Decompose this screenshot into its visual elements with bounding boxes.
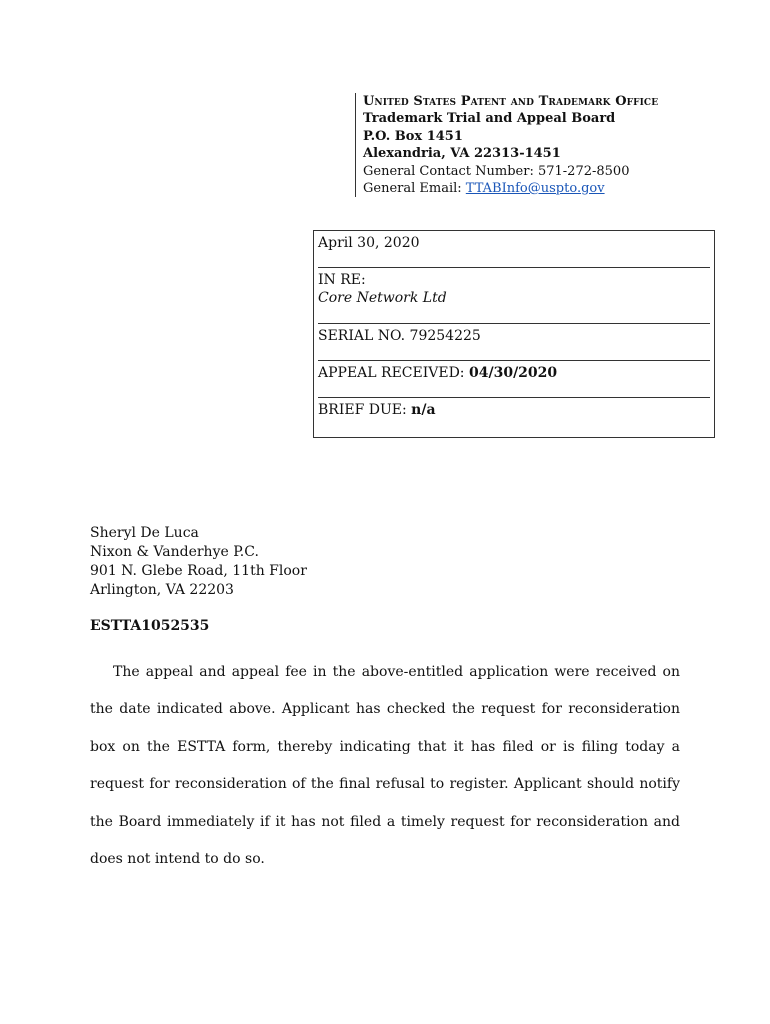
- in-re-label: IN RE:: [318, 272, 366, 288]
- letterhead: [355, 93, 658, 197]
- recipient-name: Sheryl De Luca: [90, 525, 199, 541]
- appeal-received-date: 04/30/2020: [468, 365, 558, 381]
- divider: [318, 397, 710, 398]
- board-name: Trademark Trial and Appeal Board: [363, 111, 616, 127]
- recipient-street: 901 N. Glebe Road, 11th Floor: [90, 563, 307, 579]
- in-re-value: Core Network Ltd: [318, 290, 447, 306]
- office-name: United States Patent and Trademark Office: [363, 94, 659, 109]
- contact-email-line: [363, 180, 658, 197]
- brief-due-value: n/a: [411, 402, 436, 418]
- contact-number: General Contact Number: 571-272-8500: [363, 163, 630, 179]
- appeal-received-label: APPEAL RECEIVED:: [318, 365, 469, 381]
- divider: [318, 323, 710, 324]
- brief-due-label: BRIEF DUE:: [318, 402, 412, 418]
- info-date: April 30, 2020: [318, 235, 420, 251]
- divider: [318, 267, 710, 268]
- appeal-received: [318, 364, 710, 382]
- case-info-box: [313, 230, 715, 438]
- office-city: Alexandria, VA 22313-1451: [363, 146, 561, 162]
- recipient-address: [90, 524, 307, 600]
- po-box: P.O. Box 1451: [363, 128, 463, 144]
- recipient-firm: Nixon & Vanderhye P.C.: [90, 544, 259, 560]
- divider: [318, 360, 710, 361]
- email-label: General Email:: [363, 181, 466, 197]
- body-paragraph: The appeal and appeal fee in the above-entitled application were received on the date indicated above. Applicant has checked the request for reconsideration box on the ESTTA form, thereby indicating that it has filed or is filing today a request for reconsideration of the final refusal to register. Applicant should notify the Board immediately if it has not filed a timely request for reconsideration and does not intend to do so.: [90, 664, 680, 868]
- email-link[interactable]: TTABInfo@uspto.gov: [465, 181, 605, 197]
- reference-number: ESTTA1052535: [90, 618, 210, 634]
- recipient-city: Arlington, VA 22203: [90, 582, 234, 598]
- brief-due: [318, 401, 710, 419]
- serial-number: SERIAL NO. 79254225: [318, 328, 481, 344]
